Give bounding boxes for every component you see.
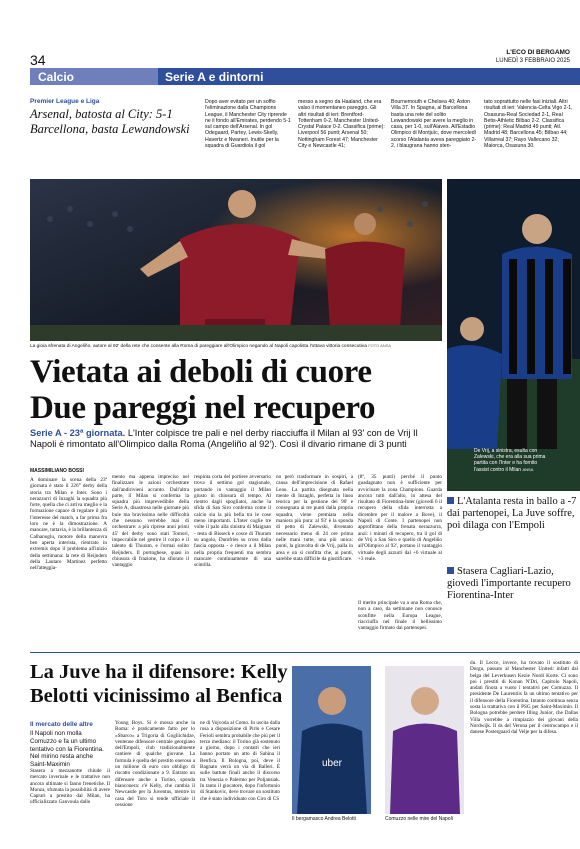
juve-column: ne di Vojvoda al Como. In uscita dalla rosa a disposizione di Pirlo e Cesare Ferioli sembra probabile che più per il terzo mediano: il Torino già sostenuto a giorno, dopo i contatti che ieri hanno portato un atto di Sabina il Benfica. Il Bologna, poi, deve il Bagnato verrà un via di Balleri. È sulle battute finali anche il discorso tra Venezia e Palermo per Poljansiak. In tanto il giocatore, dopo l'infortunio di Stankovic, deve trovare un sostituto che è stato individuato con Ciro di CS (200, 720, 280, 802)
headline-line: Due pareggi nel recupero (30, 390, 376, 426)
deck-text: L'Inter colpisce tre pali e nel derby riacciuffa il Milan al 93' con de Vrij Il Napoli è rimontato all'Olimpico dalla Roma (Angeliño al 92'). Così il divario rimane di 3 punti (30, 428, 418, 449)
roma-celebration-image (30, 179, 442, 341)
article-deck (30, 428, 442, 450)
mercato-summary: Il Napoli non molla Comuzzo e fa un ultimo tentativo con la Fiorentina. Nel mirino resta anche Saint-Maximin (30, 730, 104, 769)
main-headline (30, 354, 442, 426)
side-photo (447, 179, 580, 491)
headline-line: La Juve ha il difensore: Kelly (30, 661, 288, 683)
page-number: 34 (30, 52, 46, 68)
side-photo-caption (474, 448, 546, 473)
brief-column: messo a segno da Haaland, che era valso il momentaneo pareggio. Gli altri risultati di ieri: Brentford-Tottenham 0-2, Manchester United-Crystal Palace 0-2. Classifica (prime): Liverpool 56 punti; Arsenal 50; Nottingham Forest 47; Manchester City e Newcastle 41; (298, 99, 385, 150)
article-column: respinta corta del portiere avversario trova il settimo gol stagionale, portando in vantaggio il Milan giusto in chiusura di tempo. Al rientro dagli spogliatoi, anche la sfida di San Siro conferma come il calcio sia la più bella tra le cose meno importanti. L'Inter coglie tre volte il palo alla sinistra di Maignan - testa di Bisseck e cosce di Thuram su angolo, Dumfries su cross dalla fascia opposta - e riesce a il Milan nella propria frequenti ma sembra mancare continuamente di una scintilla. (194, 474, 271, 569)
comuzzo-image (385, 666, 464, 814)
main-photo-caption (30, 343, 442, 349)
brief-title: Arsenal, batosta al City: 5-1 Barcellona, basta Lewandowski (30, 107, 190, 136)
juve-column: Young Boys. Si è mossa anche la Roma: è praticamente fatto per lo «Sbarco» a Trigoria di Gogliichidze, ventenne difensore centrale georgiano dell'Empoli, club tradizionalmente cantiere di qualche giovane. La formula è quella del prestito oneroso a un milione di euro con obbligo di riscatto condizionato a 9. Entrato un difensore anche a Torino, sponda bianconera: c'è Kelly, che cambia il Newcastle per la Juventus, mentre in casa del Toro si tende ufficiale il cessione (115, 720, 195, 808)
brief-column: Bournemouth e Chelsea 40; Aston Villa 37. In Spagna, al Barcellona basta una rete del solito Lewandowski per avere la meglio in casa, per 1-0, sull'Alaves. All'Estadio Olimpico di Montjuïc, dove mercoledì scorso l'Atalanta aveva pareggiato 2-2, i blaugrana hanno sten- (391, 99, 477, 150)
mercato-title: Il mercato delle altre (30, 721, 93, 728)
brief-column: Dopo aver evitato per un soffio l'eliminazione dalla Champions League, il Manchester City riprende ne il fondo all'Emirates, perdendo 5-1 sul campo dell'Arsenal. In gol Odegaard, Partey, Lewis-Skelly, Havertz e Nwaneri. Inutile per la squadra di Guardiola il gol (205, 99, 291, 150)
subsection-label: Serie A e dintorni (165, 70, 264, 84)
side-highlight (447, 566, 580, 602)
article-column: no però trasformare in sospiri, a causa dell'imprecisione di Rafael Leao. La partita disegnata nella mente di Inzaghi, perfetta in linea teorica per la gestione dei 90' e consegnata ai tre punti dalla propria squadra, viene premiata nella maniera più pura: al 93' è la sponda di petto di Zalewski, diventato necessario meno di 24 ore prima nelle mani tutte, una più unica: punti, la giravolta di de Vrij, palla in area e un sì confitta che, ai punti, sarebbe stata difficile da giustificare. (276, 474, 353, 562)
photo-credit: ANSA (522, 466, 534, 472)
juve-column: Stasera a mezzanotte chiude il mercato invernale e le trattative non ancora ultimate si fanno frenetiche. Il Monza, sfumata la possibilità di avere Caprari a prestito dal Milan, ha ufficializzato Ganvoula dallo (30, 768, 110, 806)
photo-credit: FOTO ANSA (368, 343, 392, 348)
brief-kicker: Premier League e Liga (30, 98, 100, 105)
article-column: (8ª, 35 punti) perché il punto guadagnato non è sufficiente per avvicinare la zona Champions. Guarda ancora tutti dall'alto, in attesa del risultato di Fiorentina-Inter (giovedì 6 il recupero della sfida interrotta a dicembre per il malore a Bove), il Napoli di Conte. I partenopei non approfittano della frenata nerazzurra, anzi: i minuti di recupero, tra il gol di de Vrij a San Siro e quello di Angeliño all'Olimpico al 92', portano il vantaggio virtuale degli azzurri dal +6 virtuale al +3 reale. (358, 474, 442, 562)
headline-line: Vietata ai deboli di cuore (30, 354, 372, 390)
belotti-photo (292, 666, 371, 814)
bullet-square-icon (447, 497, 454, 504)
belotti-image (292, 666, 371, 814)
byline: MASSIMILIANO BOSSI (30, 468, 84, 474)
deck-highlight: Serie A - 23ª giornata. (30, 428, 126, 438)
side-highlight (447, 496, 580, 532)
subsection-tab (165, 68, 263, 85)
section-tab (30, 68, 158, 85)
bullet-square-icon (447, 567, 454, 574)
inter-celebration-image (447, 179, 580, 491)
publication-name: L'ECO DI BERGAMO (506, 49, 570, 56)
comuzzo-photo (385, 666, 464, 814)
caption-text: La gioia sfrenata di Angeliño, autore al 92' della rete che consente alla Roma di pareggiare all'Olimpico negando al Napoli capolista l'ottava vittoria consecutiva (30, 344, 367, 349)
publication-date: LUNEDÌ 3 FEBBRAIO 2025 (495, 58, 570, 64)
brief-column: tato soprattutto nelle fasi iniziali. Altri risultati di ieri: Valencia-Celta Vigo 2-1, Osasuna-Real Sociedad 2-1, Real Betis-Athletic Bilbao 2-2. Classifica (prime): Real Madrid 49 punti; Atl. Madrid 48; Barcellona 45; Bilbao 44; Villarreal 37; Rayo Vallecano 32; Maiorca, Osasuna 30. (484, 99, 573, 150)
belotti-caption: Il bergamasco Andrea Belotti (292, 816, 356, 822)
side-highlight-text: Stasera Cagliari-Lazio, giovedì l'importante recupero Fiorentina-Inter (447, 566, 571, 601)
svg-text:uber: uber (321, 758, 343, 769)
juve-column: du. Il Lecce, invece, ha trovato il sostituto di Dorgu, passato al Manchester United: infatti dal belga del Leverkusen Kezie Nordi Korte. Ci sono poi i prestiti di Konan N'Dri, Capitolo Napoli, andati finora a vuoto i tentativi per Comuzzo. Il presidente De Laurentiis fa un ultimo tentativo per il difensore della Fiorentina. Intanto continua senza sosta la trattativa con il PSG per Saint-Maximin. Il Bologna potrebbe perdere Illing Junior, che Dallas Villa vorrebbe a rimpiazzo dei giovani della Nordwijk. Il ds del Verona per il centrocampo e il danese Postergaard dal Velje per la difesa. (470, 660, 578, 736)
article-column: A dominare la scena della 23ª giornata è stato il 226° derby della storia tra Milan e Inter. Sono i nerazzurri di Inzaghi la squadra più forte, quella che ci arriva meglio e la formazione capace di regalare il più l'interesse del match, a far prima fra loro ne è la dimostrazione. A mancare, tuttavia, è la brillantezza di Calhanoglu, motore della manovra ben aperta interista, rientrato in extremis dopo il problema all'inizio della settimana: la rete di Reijnders della Lautaro Martinez perfetto nell'atteggia- (30, 477, 107, 572)
section-divider (30, 652, 580, 653)
article-column: mento ma appena impreciso nel finalizzare le azioni orchestrate dall'andirivieni accanto. Dall'altra parte, il Milan si conferma la squadra più imprevedibile della Serie A, disastrosa nelle giornate più buie ma bravissima nelle difficoltà che nessuno verrebbe mai di orchestrare: a più riprese anni primi 45' del derby sono stati Tomori, impeccabile nel gestire il corpo e il talento di Thuram, e l'ormai solito Reijnders. Il portoghese, quasi in chiusura di frazione, ha sfiorato il vantaggio (112, 474, 189, 569)
article-column: Il merito principale va a una Roma che, non a caso, da settimane non conosce sconfitte nella Europa League, riacciuffa nel finale il bellissimo vantaggio firmato dai partenopei. (358, 600, 442, 632)
section-label: Calcio (38, 70, 75, 84)
caption-text: De Vrij, a sinistra, esulta con Zalewski, che era alla sua prima partita con l'Inter e ha fornito l'assist contro il Milan (474, 448, 546, 473)
side-highlight-text: L'Atalanta resta in ballo a -7 dai partenopei, La Juve soffre, poi dilaga con l'Empoli (447, 496, 577, 531)
main-photo (30, 179, 442, 341)
masthead (496, 49, 570, 65)
comuzzo-caption: Comuzzo nelle mire del Napoli (385, 816, 453, 822)
headline-line: Belotti vicinissimo al Benfica (30, 685, 283, 707)
